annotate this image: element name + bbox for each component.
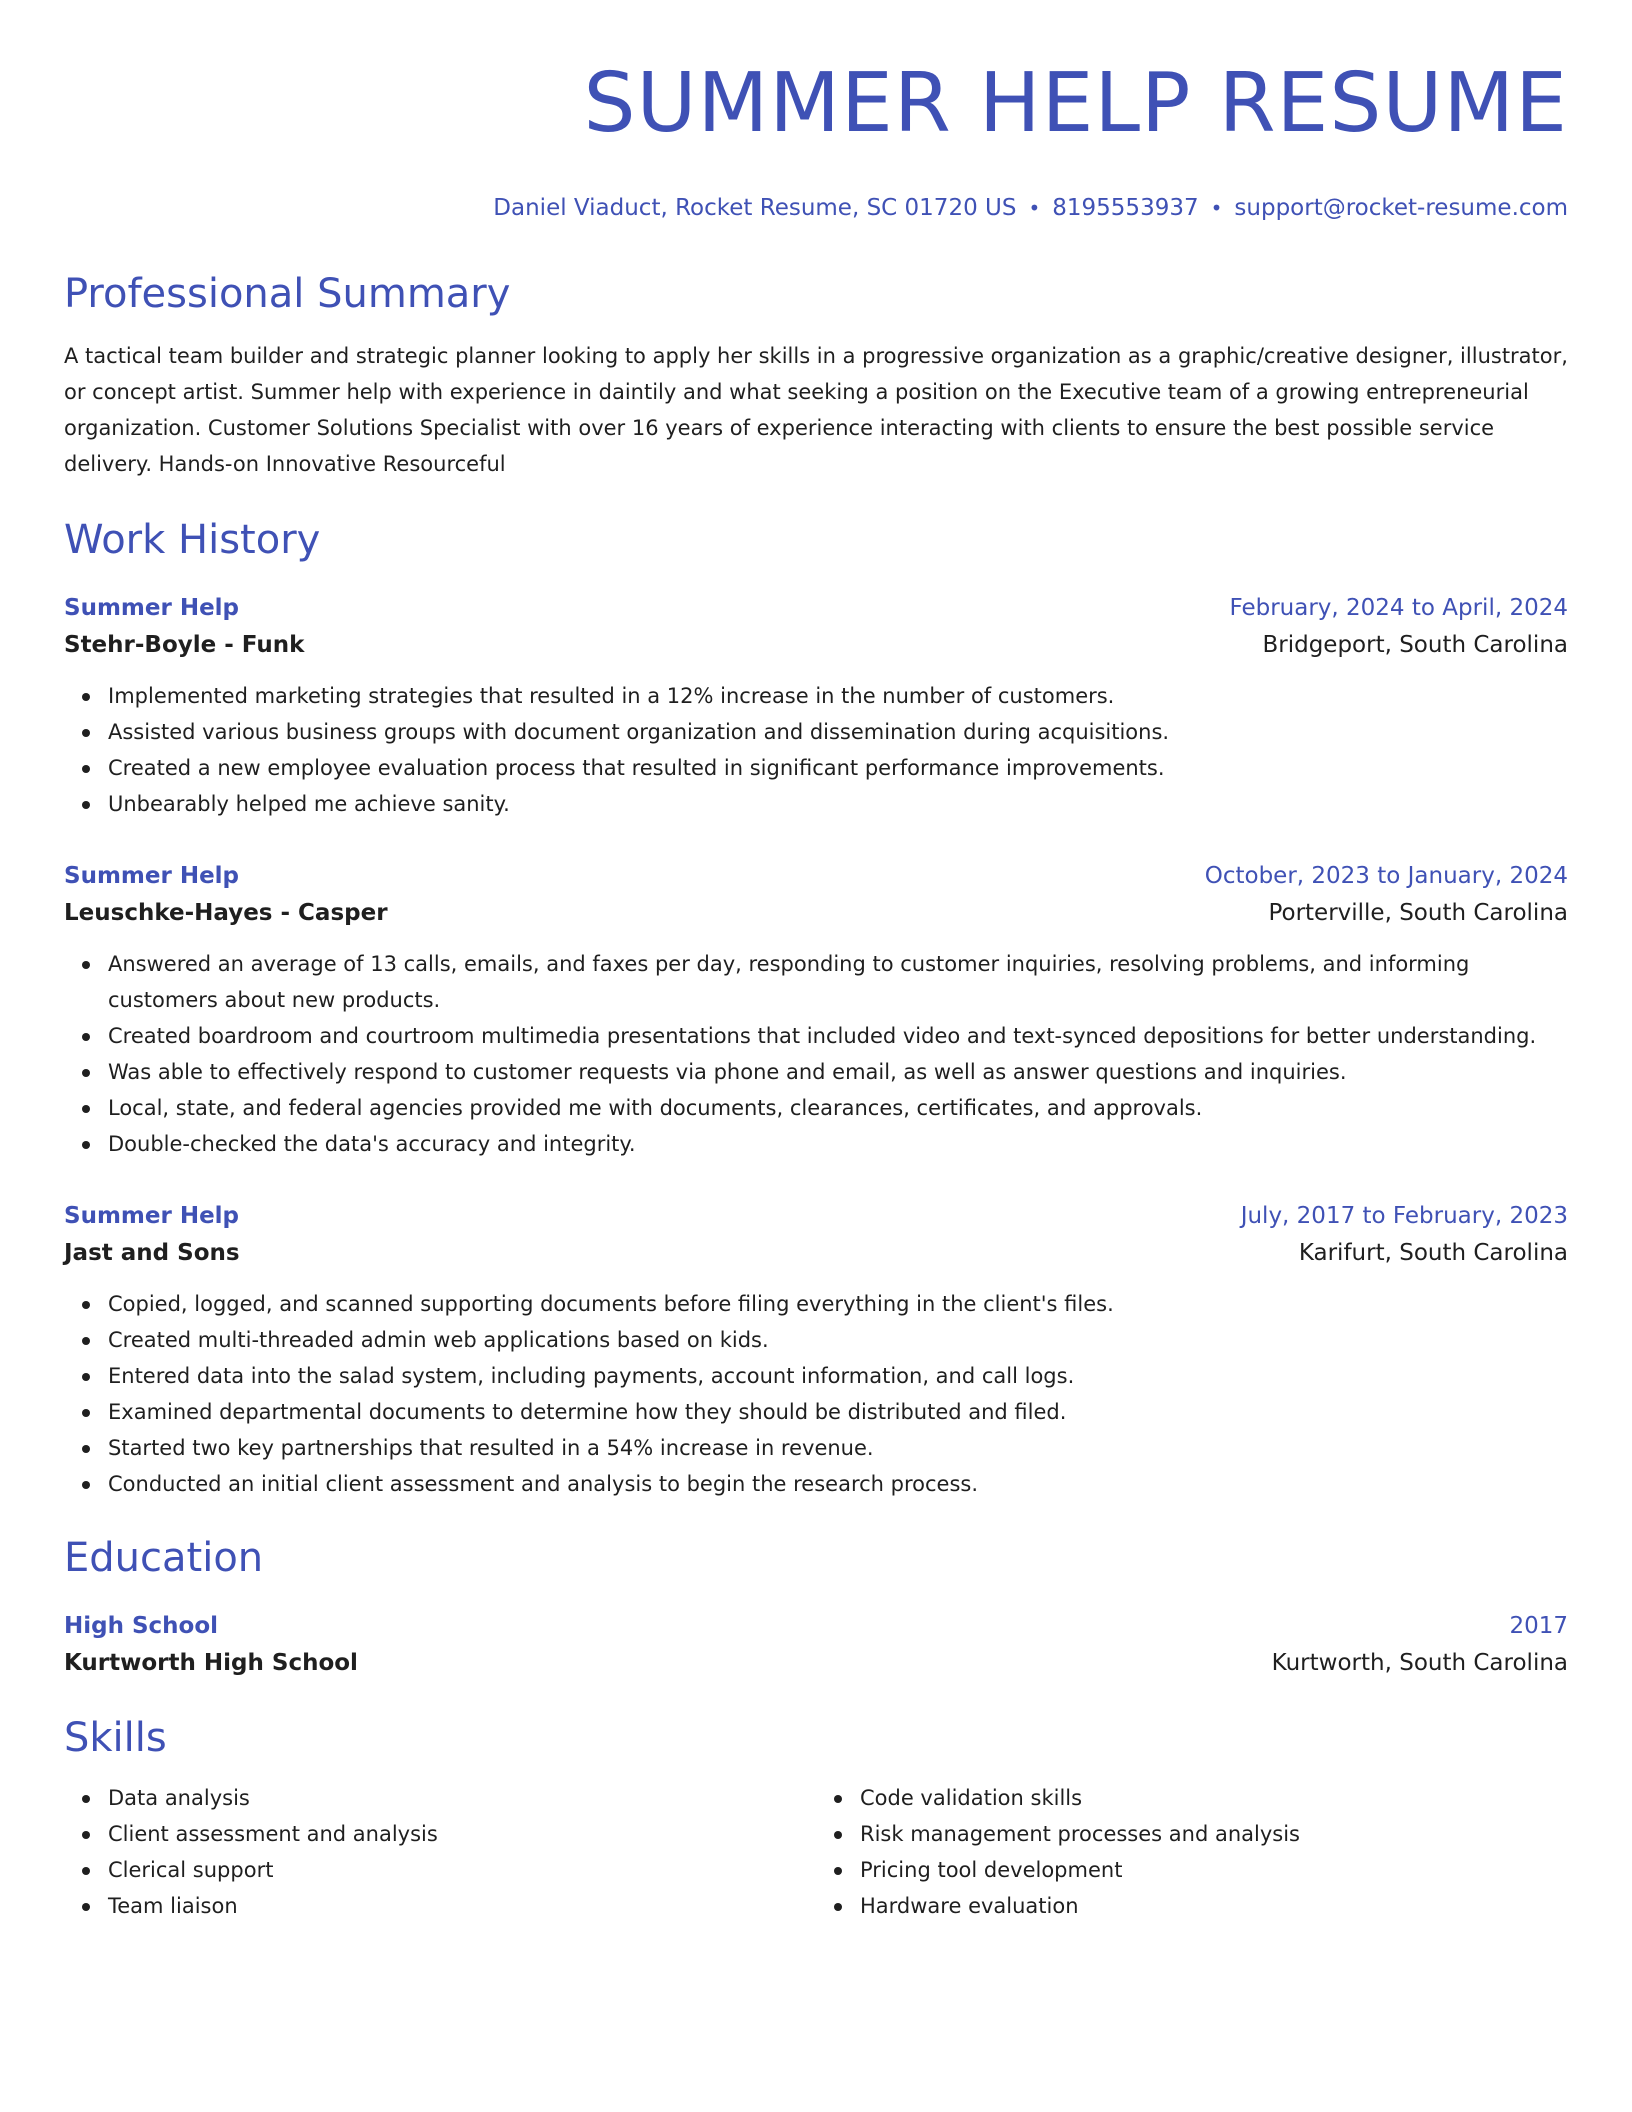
education-entry <box>64 1608 1568 1682</box>
contact-address: Daniel Viaduct, Rocket Resume, SC 01720 US <box>493 195 1017 221</box>
job-role: Summer Help <box>64 863 240 889</box>
bullet-item: Answered an average of 13 calls, emails, and faxes per day, responding to customer inquiries, resolving problems, and informing customers about new products. <box>108 946 1568 1018</box>
job-company: Leuschke-Hayes - Casper <box>64 900 388 926</box>
job-location: Porterville, South Carolina <box>1268 900 1568 926</box>
job-header-row <box>64 858 1568 894</box>
bullet-item: Double-checked the data's accuracy and integrity. <box>108 1126 1568 1162</box>
contact-separator: • <box>1028 196 1041 220</box>
contact-line <box>64 192 1568 224</box>
job-bullets <box>64 678 1568 822</box>
job-company: Stehr-Boyle - Funk <box>64 632 305 658</box>
skill-item: Team liaison <box>108 1888 816 1924</box>
job-entry <box>64 590 1568 822</box>
job-entry <box>64 1198 1568 1502</box>
bullet-item: Entered data into the salad system, including payments, account information, and call logs. <box>108 1358 1568 1394</box>
resume-title: SUMMER HELP RESUME <box>583 56 1568 151</box>
bullet-item: Unbearably helped me achieve sanity. <box>108 786 1568 822</box>
skills-section <box>64 1712 1568 1924</box>
section-title-education: Education <box>64 1535 264 1581</box>
bullet-item: Created a new employee evaluation process that resulted in significant performance improvements. <box>108 750 1568 786</box>
skill-item: Data analysis <box>108 1780 816 1816</box>
bullet-item: Created multi-threaded admin web applications based on kids. <box>108 1322 1568 1358</box>
skill-item: Pricing tool development <box>860 1852 1568 1888</box>
contact-email: support@rocket-resume.com <box>1234 195 1568 221</box>
bullet-item: Examined departmental documents to determine how they should be distributed and filed. <box>108 1394 1568 1430</box>
bullet-item: Implemented marketing strategies that resulted in a 12% increase in the number of customers. <box>108 678 1568 714</box>
skills-list-right <box>816 1780 1568 1924</box>
education-location: Kurtworth, South Carolina <box>1271 1650 1568 1676</box>
work-history-section <box>64 514 1568 1502</box>
bullet-item: Started two key partnerships that resulted in a 54% increase in revenue. <box>108 1430 1568 1466</box>
job-dates: February, 2024 to April, 2024 <box>1229 595 1568 621</box>
job-company-row <box>64 626 1568 664</box>
contact-phone: 8195553937 <box>1052 195 1199 221</box>
job-location: Bridgeport, South Carolina <box>1262 632 1568 658</box>
job-role: Summer Help <box>64 1203 240 1229</box>
contact-separator: • <box>1210 196 1223 220</box>
section-title-summary: Professional Summary <box>64 271 511 317</box>
professional-summary-section <box>64 268 1568 482</box>
skills-column-left <box>64 1780 816 1924</box>
education-degree: High School <box>64 1613 219 1639</box>
skills-grid <box>64 1780 1568 1924</box>
job-header-row <box>64 1198 1568 1234</box>
education-school: Kurtworth High School <box>64 1650 358 1676</box>
section-title-work: Work History <box>64 517 321 563</box>
job-company-row <box>64 1234 1568 1272</box>
skill-item: Risk management processes and analysis <box>860 1816 1568 1852</box>
bullet-item: Local, state, and federal agencies provided me with documents, clearances, certificates, and approvals. <box>108 1090 1568 1126</box>
job-bullets <box>64 946 1568 1162</box>
job-entry <box>64 858 1568 1162</box>
bullet-item: Created boardroom and courtroom multimedia presentations that included video and text-synced depositions for better understanding. <box>108 1018 1568 1054</box>
skills-list-left <box>64 1780 816 1924</box>
resume-header <box>64 56 1568 224</box>
job-header-row <box>64 590 1568 626</box>
bullet-item: Was able to effectively respond to customer requests via phone and email, as well as answer questions and inquiries. <box>108 1054 1568 1090</box>
section-title-skills: Skills <box>64 1715 167 1761</box>
education-header-row <box>64 1608 1568 1644</box>
job-location: Karifurt, South Carolina <box>1298 1240 1568 1266</box>
skill-item: Hardware evaluation <box>860 1888 1568 1924</box>
job-company: Jast and Sons <box>64 1240 240 1266</box>
job-company-row <box>64 894 1568 932</box>
skill-item: Client assessment and analysis <box>108 1816 816 1852</box>
summary-text: A tactical team builder and strategic planner looking to apply her skills in a progressive organization as a graphic/creative designer, illustrator, or concept artist. Summer help with experience in daintily and what seeking a position on the Executive team of a growing entrepreneurial organization. Customer Solutions Specialist with over 16 years of experience interacting with clients to ensure the best possible service delivery. Hands-on Innovative Resourceful <box>64 344 1568 476</box>
education-section <box>64 1532 1568 1682</box>
bullet-item: Conducted an initial client assessment and analysis to begin the research process. <box>108 1466 1568 1502</box>
education-year: 2017 <box>1509 1613 1568 1639</box>
job-role: Summer Help <box>64 595 240 621</box>
bullet-item: Copied, logged, and scanned supporting documents before filing everything in the client's files. <box>108 1286 1568 1322</box>
job-bullets <box>64 1286 1568 1502</box>
skills-column-right <box>816 1780 1568 1924</box>
bullet-item: Assisted various business groups with document organization and dissemination during acquisitions. <box>108 714 1568 750</box>
skill-item: Code validation skills <box>860 1780 1568 1816</box>
skill-item: Clerical support <box>108 1852 816 1888</box>
education-school-row <box>64 1644 1568 1682</box>
job-dates: October, 2023 to January, 2024 <box>1204 863 1568 889</box>
job-dates: July, 2017 to February, 2023 <box>1240 1203 1568 1229</box>
